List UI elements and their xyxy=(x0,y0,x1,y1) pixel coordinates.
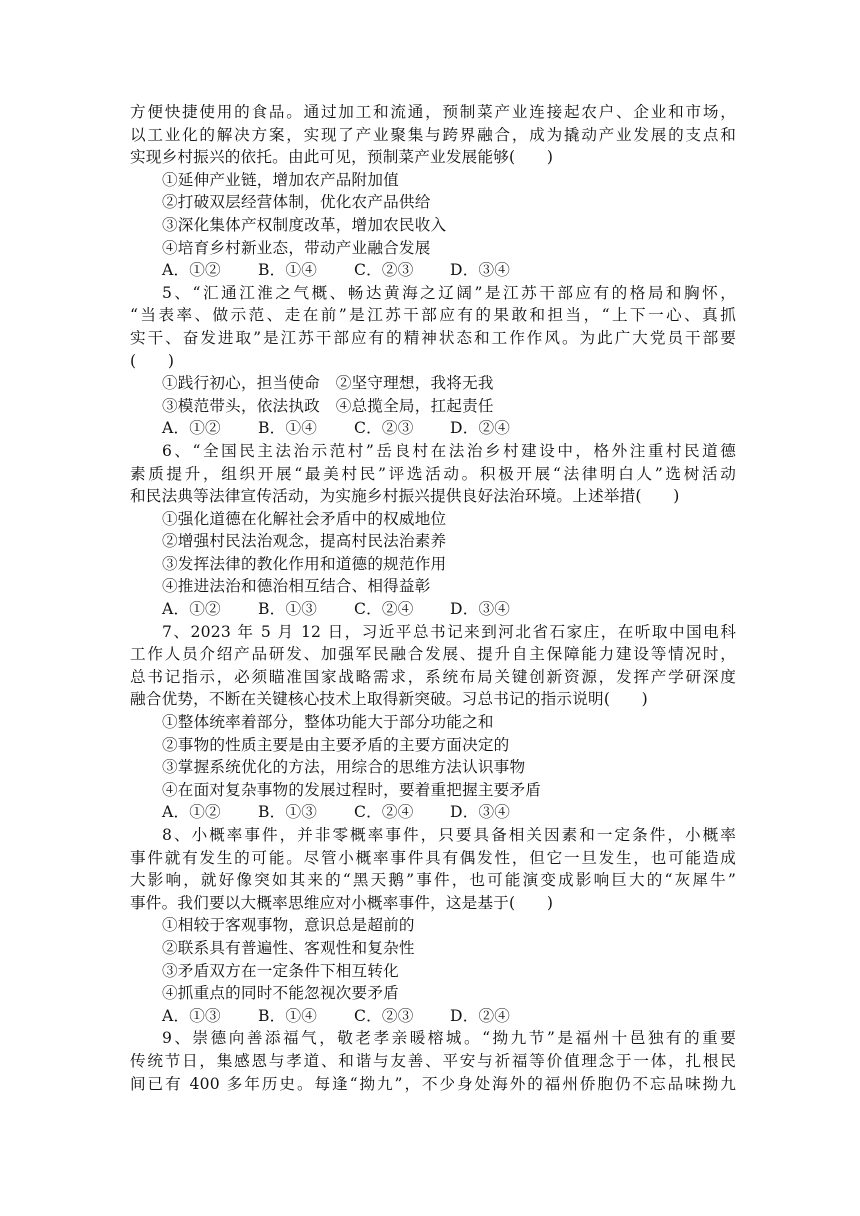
option-c: C．②③ xyxy=(354,1006,414,1025)
option-b: B．①④ xyxy=(258,419,318,438)
question-text-line: 传统节日，集感恩与孝道、和谐与友善、平安与祈福等价值理念于一体，扎根民 xyxy=(130,1051,736,1070)
statement-item: ③深化集体产权制度改革，增加农民收入 xyxy=(162,215,447,234)
statement-item: ①相较于客观事物，意识总是超前的 xyxy=(162,916,415,935)
question-text-line: 间已有 400 多年历史。每逢“拗九”，不少身处海外的福州侨胞仍不忘品味拗九 xyxy=(130,1074,736,1093)
question-text-line: 方便快捷使用的食品。通过加工和流通，预制菜产业连接起农户、企业和市场， xyxy=(130,103,736,121)
question-text-line: 大影响，就好像突如其来的“黑天鹅”事件，也可能演变成影响巨大的“灰犀牛” xyxy=(130,871,736,890)
answer-options xyxy=(130,1005,736,1028)
question-9 xyxy=(130,1027,736,1095)
question-text-line: 总书记指示，必须瞄准国家战略需求，系统布局关键创新资源，发挥产学研深度 xyxy=(130,667,736,686)
statement-item: ③模范带头，依法执政 ④总揽全局，扛起责任 xyxy=(162,396,494,415)
statement-item: ②事物的性质主要是由主要矛盾的主要方面决定的 xyxy=(162,735,510,754)
question-text-line: 实现乡村振兴的依托。由此可见，预制菜产业发展能够( ) xyxy=(130,148,554,167)
exam-questions xyxy=(130,101,736,1095)
answer-options xyxy=(130,801,736,824)
statement-item: ②打破双层经营体制，优化农产品供给 xyxy=(162,193,431,212)
option-c: C．②④ xyxy=(354,803,414,822)
statement-item: ①延伸产业链，增加农产品附加值 xyxy=(162,170,399,189)
question-7 xyxy=(130,621,736,824)
option-a: A．①② xyxy=(162,419,221,438)
option-c: C．②④ xyxy=(354,600,414,619)
question-text-line: 素质提升，组织开展“最美村民”评选活动。积极开展“法律明白人”选树活动 xyxy=(130,464,736,483)
option-d: D．②④ xyxy=(450,419,511,438)
statement-item: ③矛盾双方在一定条件下相互转化 xyxy=(162,961,399,980)
question-8 xyxy=(130,824,736,1027)
statement-item: ④推进法治和德治相互结合、相得益彰 xyxy=(162,577,431,596)
option-c: C．②③ xyxy=(354,261,414,280)
question-5 xyxy=(130,282,736,440)
option-a: A．①③ xyxy=(162,1006,221,1025)
option-b: B．①③ xyxy=(258,600,318,619)
statement-item: ③发挥法律的教化作用和道德的规范作用 xyxy=(162,554,447,573)
answer-options xyxy=(130,598,736,621)
question-6 xyxy=(130,440,736,621)
question-text-line: “当表率、做示范、走在前”是江苏干部应有的果敢和担当，“上下一心、真抓 xyxy=(130,306,736,325)
option-d: D．②④ xyxy=(450,1006,511,1025)
answer-options xyxy=(130,259,736,282)
statement-item: ①践行初心，担当使命 ②坚守理想，我将无我 xyxy=(162,374,494,393)
question-text-line: 实干、奋发进取”是江苏干部应有的精神状态和工作作风。为此广大党员干部要 xyxy=(130,328,736,347)
statement-item: ③掌握系统优化的方法，用综合的思维方法认识事物 xyxy=(162,758,526,777)
option-d: D．③④ xyxy=(450,261,511,280)
question-text-line: ( ) xyxy=(130,351,175,370)
option-d: D．③④ xyxy=(450,803,511,822)
statement-item: ①强化道德在化解社会矛盾中的权威地位 xyxy=(162,509,447,528)
question-text-line: 9、崇德向善添福气，敬老孝亲暖榕城。“拗九节”是福州十邑独有的重要 xyxy=(162,1029,736,1048)
question-text-line: 和民法典等法律宣传活动，为实施乡村振兴提供良好法治环境。上述举措( ) xyxy=(130,487,680,506)
question-text-line: 事件就有发生的可能。尽管小概率事件具有偶发性，但它一旦发生，也可能造成 xyxy=(130,848,736,867)
question-text-line: 以工业化的解决方案，实现了产业聚集与跨界融合，成为撬动产业发展的支点和 xyxy=(130,125,736,144)
option-d: D．③④ xyxy=(450,600,511,619)
option-a: A．①② xyxy=(162,803,221,822)
statement-item: ④抓重点的同时不能忽视次要矛盾 xyxy=(162,984,399,1003)
statement-item: ②增强村民法治观念，提高村民法治素养 xyxy=(162,532,447,551)
statement-item: ④培育乡村新业态，带动产业融合发展 xyxy=(162,238,431,257)
statement-item: ④在面对复杂事物的发展过程时，要着重把握主要矛盾 xyxy=(162,780,542,799)
answer-options xyxy=(130,417,736,440)
question-text-line: 6、“全国民主法治示范村”岳良村在法治乡村建设中，格外注重村民道德 xyxy=(162,441,736,460)
statement-item: ②联系具有普遍性、客观性和复杂性 xyxy=(162,938,415,957)
question-text-line: 工作人员介绍产品研发、加强军民融合发展、提升自主保障能力建设等情况时， xyxy=(130,645,736,664)
question-text-line: 事件。我们要以大概率思维应对小概率事件，这是基于( ) xyxy=(130,893,554,912)
question-text-line: 8、小概率事件，并非零概率事件，只要具备相关因素和一定条件，小概率 xyxy=(162,826,736,844)
question-text-line: 7、2023 年 5 月 12 日，习近平总书记来到河北省石家庄，在听取中国电科 xyxy=(162,622,736,641)
question-text-line: 5、“汇通江淮之气概、畅达黄海之辽阔”是江苏干部应有的格局和胸怀， xyxy=(162,283,736,302)
option-b: B．①③ xyxy=(258,803,318,822)
option-c: C．②③ xyxy=(354,419,414,438)
option-b: B．①④ xyxy=(258,261,318,280)
option-b: B．①④ xyxy=(258,1006,318,1025)
statement-item: ①整体统率着部分，整体功能大于部分功能之和 xyxy=(162,713,494,732)
question-4-continued xyxy=(130,101,736,282)
option-a: A．①② xyxy=(162,600,221,619)
question-text-line: 融合优势，不断在关键核心技术上取得新突破。习总书记的指示说明( ) xyxy=(130,690,648,709)
option-a: A．①② xyxy=(162,261,221,280)
